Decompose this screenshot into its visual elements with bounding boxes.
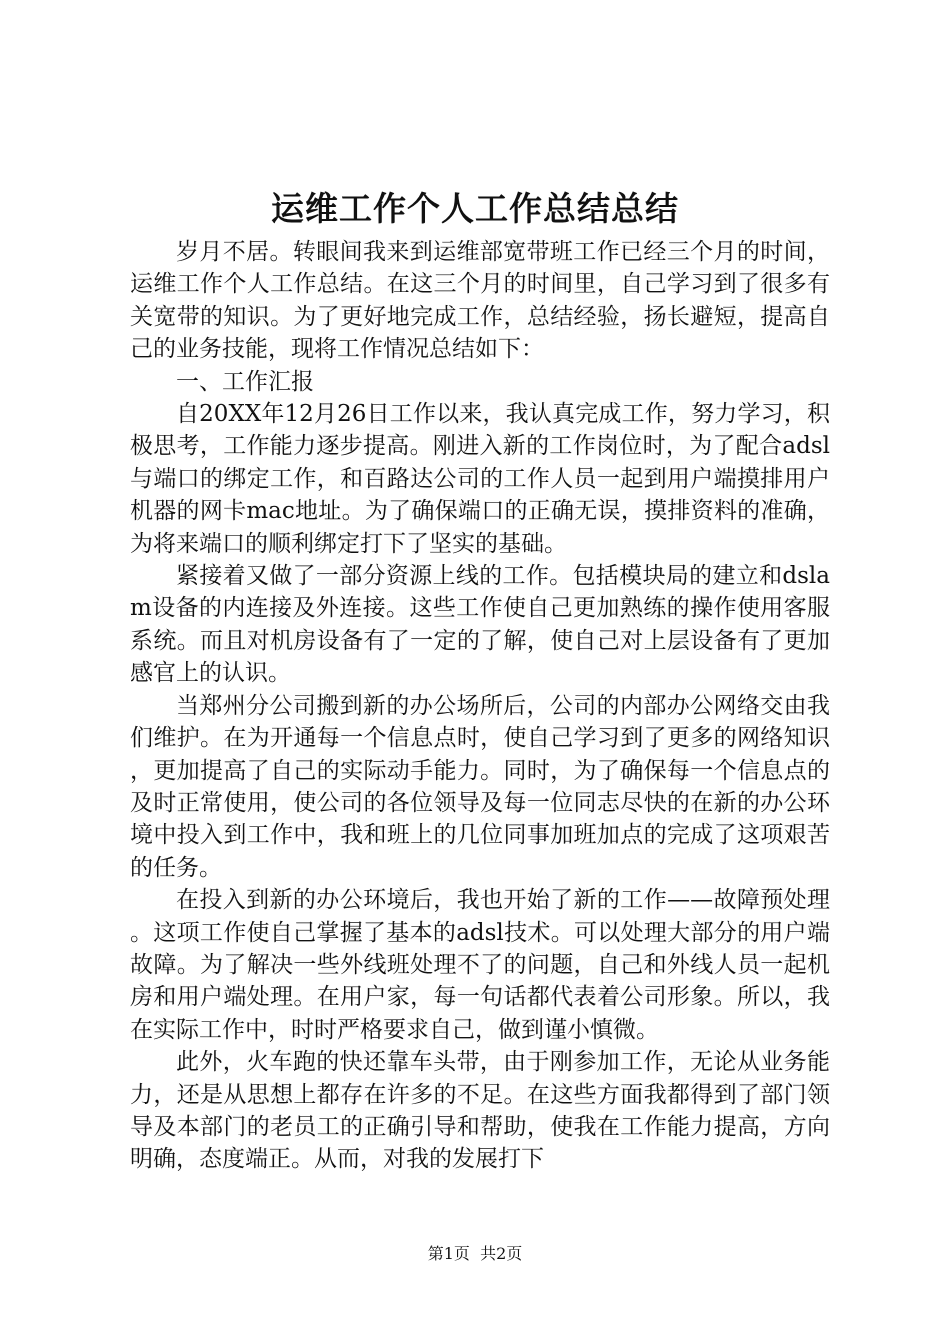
paragraph-resource-online: 紧接着又做了一部分资源上线的工作。包括模块局的建立和dslam设备的内连接及外连接。这些工作使自己更加熟练的操作使用客服系统。而且对机房设备有了一定的了解，使自己对上层设备有了更加感官上的认识。 (130, 563, 830, 687)
paragraph-office-network: 当郑州分公司搬到新的办公场所后，公司的内部办公网络交由我们维护。在为开通每一个信息点时，使自己学习到了更多的网络知识，更加提高了自己的实际动手能力。同时，为了确保每一个信息点的及时正常使用，使公司的各位领导及每一位同志尽快的在新的办公环境中投入到工作中，我和班上的几位同事加班加点的完成了这项艰苦的任务。 (130, 692, 830, 881)
paragraph-adsl-binding: 自20XX年12月26日工作以来，我认真完成工作，努力学习，积极思考，工作能力逐步提高。刚进入新的工作岗位时，为了配合adsl与端口的绑定工作，和百路达公司的工作人员一起到用户端摸排用户机器的网卡mac地址。为了确保端口的正确无误，摸排资料的准确，为将来端口的顺利绑定打下了坚实的基础。 (130, 401, 830, 557)
document-body (130, 236, 830, 1176)
paragraph-fault-handling: 在投入到新的办公环境后，我也开始了新的工作——故障预处理。这项工作使自己掌握了基本的adsl技术。可以处理大部分的用户端故障。为了解决一些外线班处理不了的问题，自己和外线人员一起机房和用户端处理。在用户家，每一句话都代表着公司形象。所以，我在实际工作中，时时严格要求自己，做到谨小慎微。 (130, 887, 830, 1043)
document-title: 运维工作个人工作总结总结 (271, 189, 679, 228)
paragraph-intro: 岁月不居。转眼间我来到运维部宽带班工作已经三个月的时间，运维工作个人工作总结。在这三个月的时间里，自己学习到了很多有关宽带的知识。为了更好地完成工作，总结经验，扬长避短，提高自己的业务技能，现将工作情况总结如下： (130, 239, 830, 363)
page-number-footer: 第1页 共2页 (427, 1244, 523, 1263)
section-heading-work-report: 一、工作汇报 (176, 368, 314, 395)
paragraph-guidance: 此外，火车跑的快还靠车头带，由于刚参加工作，无论从业务能力，还是从思想上都存在许多的不足。在这些方面我都得到了部门领导及本部门的老员工的正确引导和帮助，使我在工作能力提高，方向明确，态度端正。从而，对我的发展打下 (130, 1049, 830, 1173)
